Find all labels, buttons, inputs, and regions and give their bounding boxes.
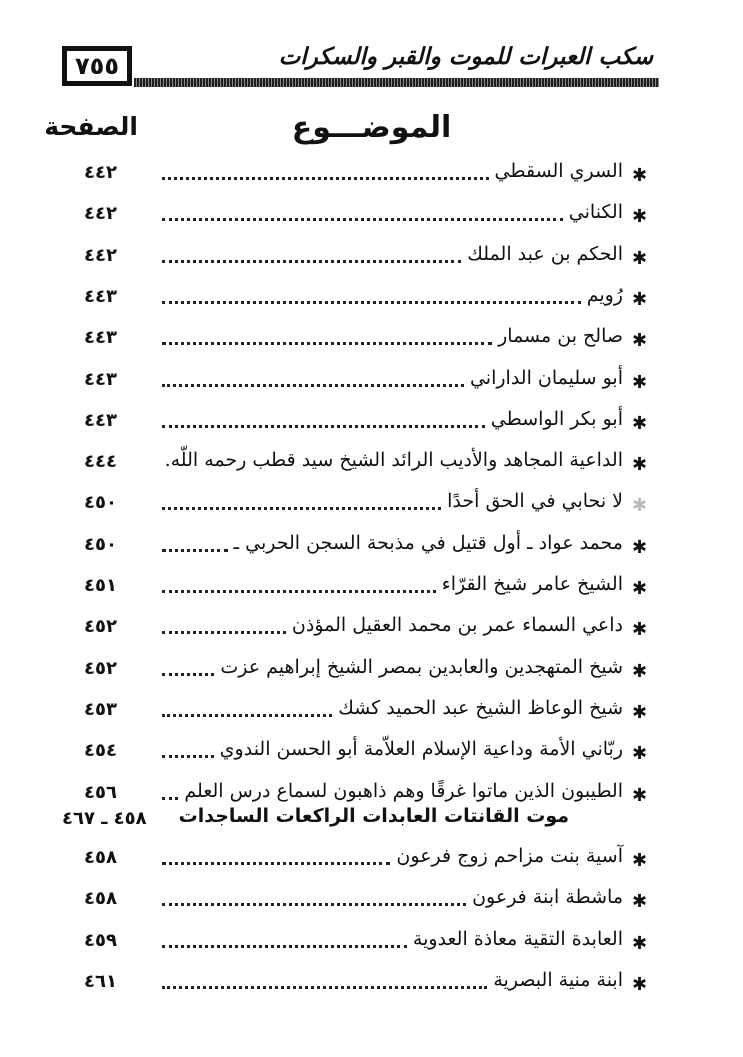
leader-dots — [162, 174, 489, 180]
toc-entry-title: الشيخ عامر شيخ القرّاء — [441, 573, 623, 595]
book-title: سكب العبرات للموت والقبر والسكرات — [278, 44, 653, 70]
toc-entry-page: ٤٥٩ — [84, 929, 117, 951]
toc-entry-page: ٤٤٢ — [84, 162, 117, 183]
toc-entry-page: ٤٥٤ — [84, 740, 117, 762]
bullet-star-icon: ✱ — [632, 371, 648, 393]
header-rule — [134, 78, 659, 87]
section-heading: موت القانتات العابدات الراكعات الساجدات — [178, 805, 569, 827]
toc-entry-page: ٤٤٣ — [84, 285, 117, 307]
toc-entry-page: ٤٥٢ — [84, 616, 117, 638]
leader-dots — [162, 546, 228, 552]
toc-entry — [0, 656, 743, 696]
toc-entry — [0, 573, 743, 613]
toc-entry-page: ٤٤٣ — [84, 368, 117, 390]
toc-entry-page: ٤٥٠ — [84, 533, 117, 555]
bullet-star-icon: ✱ — [632, 784, 648, 806]
leader-dots — [162, 339, 492, 345]
column-heading-topic: الموضـــوع — [291, 110, 452, 145]
leader-dots — [162, 215, 563, 221]
toc-entry — [0, 886, 743, 926]
bullet-star-icon: ✱ — [632, 536, 648, 558]
page-number: ٧٥٥ — [75, 52, 119, 80]
bullet-star-icon: ✱ — [632, 578, 648, 599]
leader-dots — [162, 859, 390, 865]
toc-entry — [0, 160, 743, 200]
bullet-star-icon: ✱ — [632, 165, 648, 186]
toc-entry — [0, 201, 743, 241]
leader-dots — [162, 942, 407, 948]
toc-entry-title: أبو بكر الواسطي — [490, 407, 623, 430]
leader-dots — [162, 900, 466, 906]
toc-entry-title: ماشطة ابنة فرعون — [472, 886, 623, 909]
toc-entry-page: ٤٥٨ — [84, 847, 117, 868]
toc-entry-title: الطيبون الذين ماتوا غرقًا وهم ذاهبون لسماع درس العلم — [184, 779, 623, 802]
column-heading-page: الصفحة — [44, 112, 138, 141]
page-header — [62, 44, 659, 90]
toc-entry-title: الكناني — [568, 201, 623, 224]
leader-dots — [162, 983, 487, 989]
toc-entry-title: الداعية المجاهد والأديب الرائد الشيخ سيد قطب رحمه اللّه. — [164, 449, 623, 472]
toc-entry-page: ٤٤٣ — [84, 409, 117, 431]
toc-entry-title: شيخ الوعاظ الشيخ عبد الحميد كشك — [338, 696, 623, 719]
toc-entry — [0, 738, 743, 778]
leader-dots — [162, 587, 436, 593]
toc-entry-title: ابنة منية البصرية — [493, 968, 623, 991]
bullet-star-icon: ✱ — [632, 495, 648, 517]
toc-entry-page: ٤٥٢ — [84, 657, 117, 679]
leader-dots — [162, 422, 485, 428]
bullet-star-icon: ✱ — [632, 701, 648, 723]
bullet-star-icon: ✱ — [632, 206, 648, 228]
toc-entry — [0, 614, 743, 654]
toc-entry-title: آسية بنت مزاحم زوج فرعون — [396, 845, 623, 867]
bullet-star-icon: ✱ — [632, 891, 648, 913]
bullet-star-icon: ✱ — [632, 454, 648, 476]
leader-dots — [162, 504, 441, 510]
toc-entry-page: ٤٤٣ — [84, 327, 117, 349]
toc-entry-page: ٤٦١ — [84, 970, 117, 992]
toc-entry — [0, 532, 743, 572]
toc-entry — [0, 243, 743, 283]
toc-entry — [0, 697, 743, 737]
leader-dots — [162, 298, 581, 304]
bullet-star-icon: ✱ — [632, 247, 648, 269]
toc-entry — [0, 284, 743, 324]
toc-entry-title: لا نحابي في الحق أحدًا — [447, 490, 623, 513]
toc-entry-page: ٤٥٠ — [84, 492, 117, 514]
toc-entry-title: داعي السماء عمر بن محمد العقيل المؤذن — [291, 614, 623, 637]
toc-entry-page: ٤٤٢ — [84, 203, 117, 225]
toc-entry-title: أبو سليمان الداراني — [469, 366, 623, 389]
leader-dots — [162, 670, 214, 676]
leader-dots — [162, 711, 332, 717]
bullet-star-icon: ✱ — [632, 619, 648, 641]
leader-dots — [162, 628, 286, 634]
toc-entry — [0, 928, 743, 968]
bullet-star-icon: ✱ — [632, 743, 648, 765]
leader-dots — [162, 257, 461, 263]
bullet-star-icon: ✱ — [632, 660, 648, 682]
toc-entry-page: ٤٥٨ — [84, 888, 117, 910]
toc-entry-page: ٤٥٦ — [84, 781, 117, 803]
toc-entry — [0, 325, 743, 365]
bullet-star-icon: ✱ — [632, 288, 648, 310]
toc-entry-title: صالح بن مسمار — [498, 325, 623, 348]
bullet-star-icon: ✱ — [632, 330, 648, 352]
leader-dots — [162, 794, 178, 800]
toc-entry-title: رُويم — [586, 283, 623, 306]
toc-entry — [0, 845, 743, 885]
leader-dots — [162, 752, 214, 758]
toc-entry — [0, 449, 743, 489]
bullet-star-icon: ✱ — [632, 412, 648, 434]
toc-entry — [0, 408, 743, 448]
toc-entry-page: ٤٥١ — [84, 575, 117, 596]
section-page-range: ٤٥٨ ـ ٤٦٧ — [62, 808, 147, 829]
toc-entry-title: الحكم بن عبد الملك — [467, 242, 623, 265]
toc-entry-page: ٤٥٣ — [84, 698, 117, 720]
bullet-star-icon: ✱ — [632, 973, 648, 995]
toc-entry-title: العابدة التقية معاذة العدوية — [412, 927, 623, 950]
toc-entry-title: محمد عواد ـ أول قتيل في مذبحة السجن الحربي ـ — [233, 531, 623, 554]
toc-entry — [0, 490, 743, 530]
page-number-box — [62, 46, 132, 86]
leader-dots — [162, 381, 464, 387]
toc-entry-page: ٤٤٢ — [84, 244, 117, 266]
bullet-star-icon: ✱ — [632, 850, 648, 871]
toc-entry-page: ٤٤٤ — [84, 451, 117, 473]
toc-entry-title: ربّاني الأمة وداعية الإسلام العلاّمة أبو الحسن الندوي — [219, 738, 623, 761]
toc-entry-title: السري السقطي — [494, 160, 623, 182]
toc-entry — [0, 969, 743, 1009]
toc-entry — [0, 367, 743, 407]
toc-entry-title: شيخ المتهجدين والعابدين بمصر الشيخ إبراهيم عزت — [220, 655, 623, 678]
bullet-star-icon: ✱ — [632, 932, 648, 954]
